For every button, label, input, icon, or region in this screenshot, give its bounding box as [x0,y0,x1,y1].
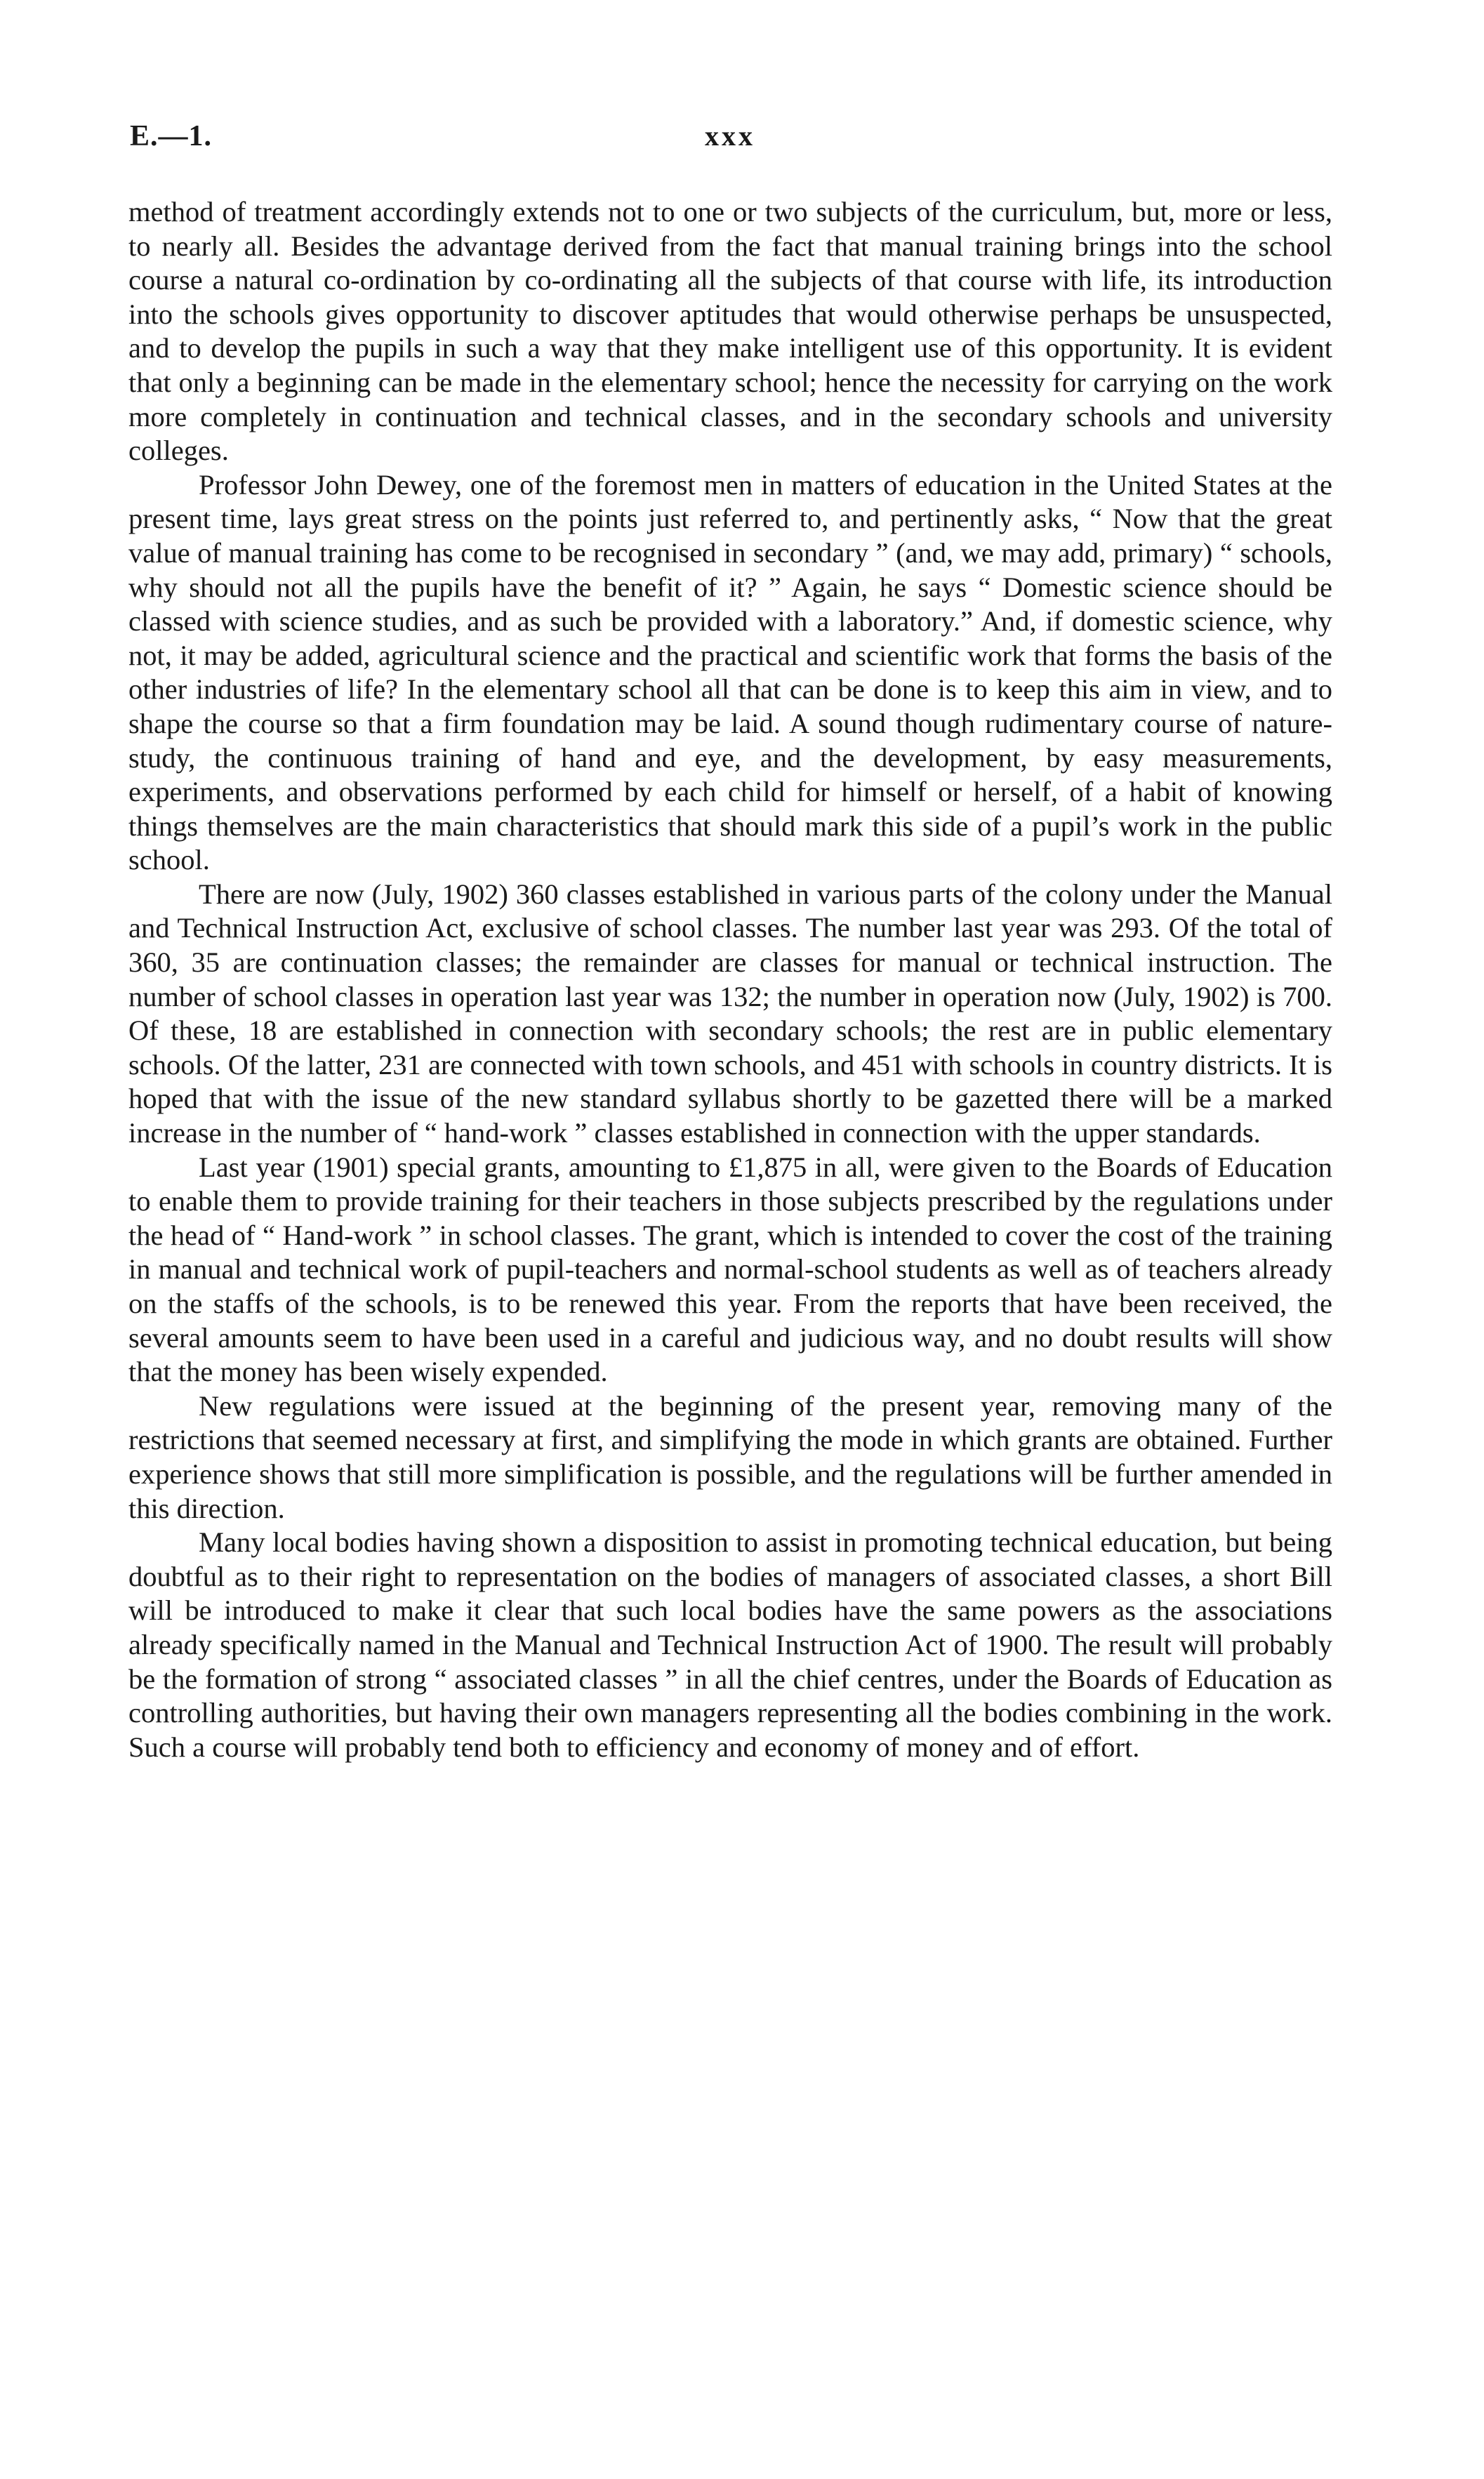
paragraph-continuation: method of treatment accordingly extends not to one or two subjects of the curriculum, but, more or less, to nearly all. Besides the advantage derived from the fact that manual training brings into the school course a natural co-ordination by co-ordinating all the subjects of that course with life, its introduction into the schools gives opportunity to discover aptitudes that would otherwise perhaps be unsuspected, and to develop the pupils in such a way that they make intelligent use of this opportunity. It is evident that only a beginning can be made in the elementary school; hence the necessity for carrying on the work more completely in continuation and technical classes, and in the secondary schools and university colleges. [128,196,1332,467]
page-number: xxx [705,120,755,152]
paragraph-dewey: Professor John Dewey, one of the foremost men in matters of education in the United States at the present time, lays great stress on the points just referred to, and pertinently asks, “ Now that the great value of manual training has come to be recognised in secondary ” (and, we may add, primary) “ schools, why should not all the pupils have the benefit of it? ” Again, he says “ Domestic science should be classed with science studies, and as such be provided with a laboratory.” And, if domestic science, why not, it may be added, agricultural science and the practical and scientific work that forms the basis of the other industries of life? In the elementary school all that can be done is to keep this aim in view, and to shape the course so that a firm foundation may be laid. A sound though rudimentary course of nature-study, the continuous training of hand and eye, and the development, by easy measurements, experiments, and observations performed by each child for himself or herself, of a habit of knowing things themselves are the main characteristics that should mark this side of a pupil’s work in the public school. [128,468,1332,876]
paragraph-local-bodies: Many local bodies having shown a disposition to assist in promoting technical education, but being doubtful as to their right to representation on the bodies of managers of associated classes, a short Bill will be introduced to make it clear that such local bodies have the same powers as the associations already specifically named in the Manual and Technical Instruction Act of 1900. The result will probably be the formation of strong “ associated classes ” in all the chief centres, under the Boards of Education as controlling authorities, but having their own managers representing all the bodies combining in the work. Such a course will probably tend both to efficiency and economy of money and of effort. [128,1526,1332,1763]
paragraph-new-regulations: New regulations were issued at the beginning of the present year, removing many of the restrictions that seemed necessary at first, and simplifying the mode in which grants are obtained. Further experience shows that still more simplification is possible, and the regulations will be further amended in this direction. [128,1389,1332,1524]
report-reference: E.—1. [130,120,213,152]
paragraph-class-statistics: There are now (July, 1902) 360 classes established in various parts of the colony under the Manual and Technical Instruction Act, exclusive of school classes. The number last year was 293. Of the total of 360, 35 are continuation classes; the remainder are classes for manual or technical instruction. The number of school classes in operation last year was 132; the number in operation now (July, 1902) is 700. Of these, 18 are established in connection with secondary schools; the rest are in public elementary schools. Of the latter, 231 are connected with town schools, and 451 with schools in country districts. It is hoped that with the issue of the new standard syllabus shortly to be gazetted there will be a marked increase in the number of “ hand-work ” classes established in connection with the upper standards. [128,878,1332,1149]
paragraph-special-grants: Last year (1901) special grants, amounting to £1,875 in all, were given to the Boards of Education to enable them to provide training for their teachers in those subjects prescribed by the regulations under the head of “ Hand-work ” in school classes. The grant, which is intended to cover the cost of the training in manual and technical work of pupil-teachers and normal-school students as well as of teachers already on the staffs of the schools, is to be renewed this year. From the reports that have been received, the several amounts seem to have been used in a careful and judicious way, and no doubt results will show that the money has been wisely expended. [128,1151,1332,1388]
body-text [128,195,1332,1764]
page-header [130,119,1330,161]
